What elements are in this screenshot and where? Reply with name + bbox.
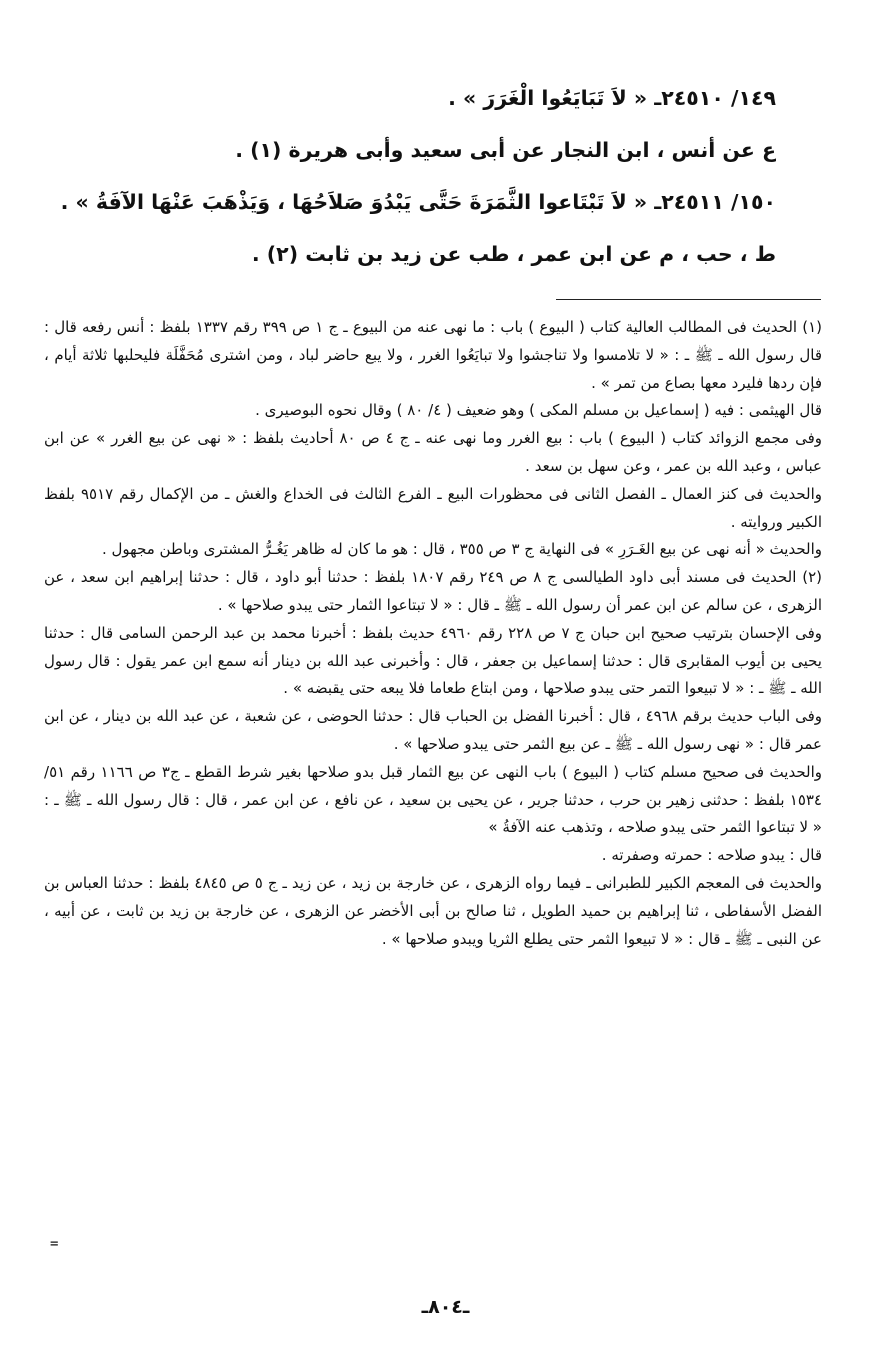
hadith-text-block: [60, 72, 776, 280]
footnote-paragraph: [44, 564, 822, 620]
hadith-150-sources: ط ، حب ، م عن ابن عمر ، طب عن زيد بن ثابت (٢) .: [251, 242, 776, 266]
footnote-paragraph-text: الحديث فى مسند أبى داود الطيالسى ج ٨ ص ٢٤٩ رقم ١٨٠٧ بلفظ : حدثنا أبو داود ، قال : حدثنا إبراهيم ابن سعد ، عن الزهرى ، عن سالم عن ابن عمر أن رسول الله ـ ﷺ ـ قال : « لا تبتاعوا الثمار حتى يبدو صلاحها » .: [44, 568, 822, 614]
hadith-149-sources: ع عن أنس ، ابن النجار عن أبى سعيد وأبى هريرة (١) .: [235, 138, 776, 162]
hadith-149-text: ١٤٩/ ٢٤٥١٠ـ « لاَ تَبَايَعُوا الْغَرَرَ » .: [448, 86, 776, 110]
footnote-paragraph-text: الحديث فى المطالب العالية كتاب ( البيوع ) باب : ما نهى عنه من البيوع ـ ج ١ ص ٣٩٩ رقم ١٣٣٧ بلفظ : أنس رفعه قال : قال رسول الله ـ ﷺ ـ : « لا تلامسوا ولا تناجشوا ولا تبايَعُوا الغرر ، ولا يبع حاضر لباد ، ومن اشترى مُحَفَّلَة فليحلبها ثلاثة أيام ، فإن ردها فليرد معها بصاع من تمر » .: [44, 318, 822, 392]
footnote-paragraph: والحديث فى كنز العمال ـ الفصل الثانى فى محظورات البيع ـ الفرع الثالث فى الخداع والغش ـ من الإكمال رقم ٩٥١٧ بلفظ الكبير وروايته .: [44, 484, 822, 531]
footnote-paragraph: والحديث فى صحيح مسلم كتاب ( البيوع ) باب النهى عن بيع الثمار قبل بدو صلاحها بغير شرط القطع ـ ج٣ ص ١١٦٦ رقم ٥١/ ١٥٣٤ بلفظ : حدثنى زهير بن حرب ، حدثنا جرير ، عن يحيى بن سعيد ، عن نافع ، عن ابن عمر ، قال : قال رسول الله ـ ﷺ ـ : « لا تبتاعوا الثمر حتى يبدو صلاحه ، وتذهب عنه الآفةُ »: [44, 762, 822, 837]
page-number: ـ٨٠٤ـ: [421, 1296, 470, 1318]
footnote-number: (٢): [802, 568, 823, 587]
footnote-paragraph: قال : يبدو صلاحه : حمرته وصفرته .: [601, 846, 822, 865]
footnote-paragraph: قال الهيثمى : فيه ( إسماعيل بن مسلم المكى ) وهو ضعيف ( ٤/ ٨٠ ) وقال نحوه البوصيرى .: [255, 401, 822, 420]
footnote-paragraph: وفى الباب حديث برقم ٤٩٦٨ ، قال : أخبرنا الفضل بن الحباب قال : حدثنا الحوضى ، عن شعبة ، عن عبد الله بن دينار ، عن ابن عمر قال : « نهى رسول الله ـ ﷺ ـ عن بيع الثمر حتى يبدو صلاحها » .: [44, 707, 823, 753]
footnote-paragraph: [44, 314, 822, 397]
footnotes: [44, 314, 822, 953]
footnote-1: [44, 314, 822, 564]
footnote-separator: [556, 299, 821, 300]
footnote-2: [44, 564, 822, 953]
footnote-paragraph: والحديث فى المعجم الكبير للطبرانى ـ فيما رواه الزهرى ، عن خارجة بن زيد ، عن زيد ـ ج ٥ ص ٤٨٤٥ بلفظ : حدثنا العباس بن الفضل الأسفاطى ، ثنا إبراهيم بن حميد الطويل ، ثنا صالح بن أبى الأخضر عن الزهرى ، عن خارجة بن زيد بن ثابت ، عن أبيه ، عن النبى ـ ﷺ ـ قال : « لا تبيعوا الثمر حتى يطلع الثريا ويبدو صلاحها » .: [44, 873, 822, 948]
footnote-paragraph: وفى الإحسان بترتيب صحيح ابن حبان ج ٧ ص ٢٢٨ رقم ٤٩٦٠ حديث بلفظ : أخبرنا محمد بن عبد الرحمن السامى قال : حدثنا يحيى بن أيوب المقابرى قال : حدثنا إسماعيل بن جعفر ، قال : وأخبرنى عبد الله بن دينار أنه سمع ابن عمر يقول : قال رسول الله ـ ﷺ ـ : « لا تبيعوا التمر حتى يبدو صلاحها ، ومن ابتاع طعاما فلا يبعه حتى يقبضه » .: [44, 623, 822, 698]
footnote-number: (١): [802, 318, 823, 336]
footnote-paragraph: والحديث « أنه نهى عن بيع الغَـرَرِ » فى النهاية ج ٣ ص ٣٥٥ ، قال : هو ما كان له ظاهر يَغُـرُّ المشترى وباطن مجهول .: [101, 540, 822, 559]
continuation-mark: =: [50, 1236, 59, 1252]
hadith-150-text: ١٥٠/ ٢٤٥١١ـ « لاَ تَبْتَاعوا الثَّمَرَةَ حَتَّى يَبْدُوَ صَلاَحُهَا ، وَيَذْهَبَ عَنْهَا الآفَةُ » .: [60, 190, 776, 214]
footnote-paragraph: وفى مجمع الزوائد كتاب ( البيوع ) باب : بيع الغرر وما نهى عنه ـ ج ٤ ص ٨٠ أحاديث بلفظ : « نهى عن بيع الغرر » عن ابن عباس ، وعبد الله بن عمر ، وعن سهل بن سعد .: [44, 429, 823, 475]
